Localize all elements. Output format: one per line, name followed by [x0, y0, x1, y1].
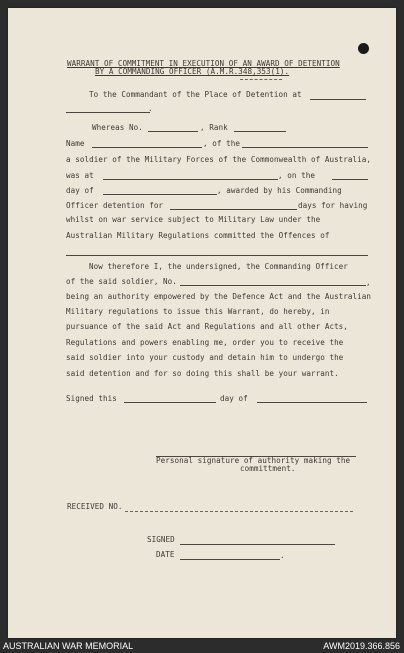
- to-commandant-text: To the Commandant of the Place of Detention at: [89, 90, 302, 99]
- date-line: [180, 559, 280, 560]
- name-line: [92, 147, 202, 148]
- was-at-label: was at: [66, 171, 94, 180]
- signed-line: [180, 544, 335, 545]
- offences-line: [66, 255, 368, 256]
- of-the-label: , of the: [203, 139, 240, 148]
- now-therefore-text: Now therefore I, the undersigned, the Commanding Officer: [89, 262, 348, 271]
- para-line: said soldier into your custody and detain him to undergo the: [66, 353, 344, 362]
- whereas-no-line: [148, 131, 198, 132]
- officer-detention-text: Officer detention for: [66, 201, 164, 210]
- soldier-text: a soldier of the Military Forces of the Commonwealth of Australia,: [66, 155, 372, 164]
- para-line: pursuance of the said Act and Regulations and all other Acts,: [66, 322, 348, 331]
- personal-sig-text-1: Personal signature of authority making the: [156, 456, 351, 465]
- signed-day-line: [124, 402, 216, 403]
- was-at-line: [103, 179, 278, 180]
- signed-label: SIGNED: [147, 535, 175, 544]
- regulations-text: Australian Military Regulations committed the Offences of: [66, 231, 330, 240]
- said-soldier-no-line: [180, 285, 366, 286]
- days-for-text: days for having: [298, 201, 368, 210]
- said-soldier-text: of the said soldier, No.: [66, 277, 177, 286]
- on-the-label: , on the: [278, 171, 315, 180]
- day-of-2-label: day of: [220, 394, 248, 403]
- para-line: Regulations and powers enabling me, order you to receive the: [66, 338, 344, 347]
- received-no-label: RECEIVED NO.: [67, 502, 123, 511]
- on-the-line: [332, 179, 368, 180]
- place-of-detention-line-2: [66, 112, 150, 113]
- rank-label: , Rank: [200, 123, 228, 132]
- para-line: being an authority empowered by the Defence Act and the Australian: [66, 292, 372, 301]
- title-rule: [240, 79, 282, 80]
- title-line-2: BY A COMMANDING OFFICER (A.M.R.348,353(1).: [95, 67, 290, 76]
- day-of-label: day of: [66, 186, 94, 195]
- punch-hole: [358, 43, 369, 54]
- name-label: Name: [66, 139, 85, 148]
- date-label: DATE: [156, 550, 175, 559]
- footer-right-caption: AWM2019.366.856: [323, 641, 400, 651]
- signed-this-label: Signed this: [66, 394, 117, 403]
- place-of-detention-line: [310, 99, 366, 100]
- day-of-line: [103, 194, 217, 195]
- signed-month-line: [257, 402, 367, 403]
- detention-days-line: [170, 209, 297, 210]
- rank-line: [234, 131, 286, 132]
- personal-sig-text-2: committment.: [240, 464, 296, 473]
- received-no-line: [125, 511, 353, 512]
- unit-line: [242, 147, 368, 148]
- title-line-1: WARRANT OF COMMITMENT IN EXECUTION OF AN AWARD OF DETENTION: [67, 59, 340, 68]
- whilst-text: whilst on war service subject to Military Law under the: [66, 215, 321, 224]
- whereas-no-label: Whereas No.: [92, 123, 143, 132]
- para-line: said detention and for so doing this shall be your warrant.: [66, 369, 339, 378]
- awarded-by-text: , awarded by his Commanding: [217, 186, 342, 195]
- footer-left-caption: AUSTRALIAN WAR MEMORIAL: [3, 641, 134, 651]
- para-line: Military regulations to issue this Warrant, do hereby, in: [66, 307, 330, 316]
